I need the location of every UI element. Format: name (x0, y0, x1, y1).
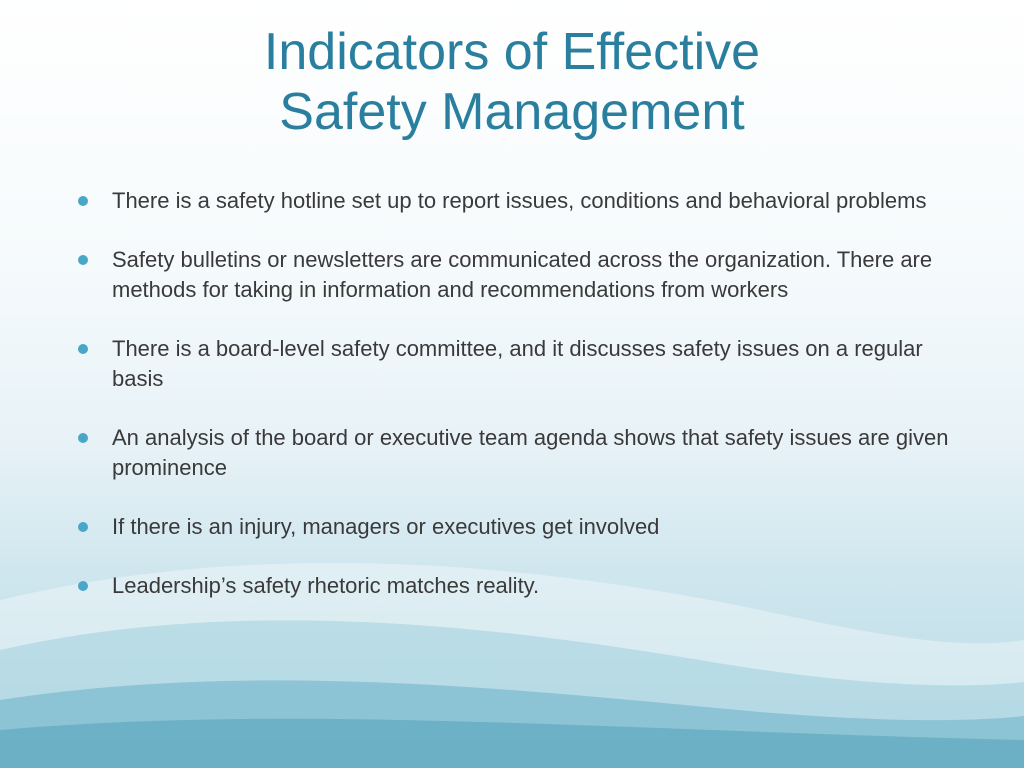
list-item (78, 245, 958, 305)
bullet-dot-icon (78, 344, 88, 354)
bullet-text: Leadership’s safety rhetoric matches reality. (112, 573, 540, 598)
bullet-list (78, 186, 958, 630)
title-line-2: Safety Management (279, 83, 745, 141)
bullet-text: There is a safety hotline set up to report issues, conditions and behavioral problems (112, 188, 927, 213)
list-item (78, 512, 958, 542)
bullet-text: There is a board-level safety committee, and it discusses safety issues on a regular basis (112, 336, 923, 391)
list-item (78, 571, 958, 601)
bullet-dot-icon (78, 581, 88, 591)
bullet-text: Safety bulletins or newsletters are communicated across the organization. There are methods for taking in information and recommendations from workers (112, 247, 933, 302)
slide-title (0, 22, 1024, 142)
bullet-text: An analysis of the board or executive team agenda shows that safety issues are given prominence (112, 425, 949, 480)
bullet-dot-icon (78, 433, 88, 443)
list-item (78, 334, 958, 394)
bullet-dot-icon (78, 522, 88, 532)
list-item (78, 186, 958, 216)
bullet-dot-icon (78, 255, 88, 265)
bullet-dot-icon (78, 196, 88, 206)
bullet-text: If there is an injury, managers or executives get involved (112, 514, 660, 539)
title-line-1: Indicators of Effective (263, 23, 761, 81)
list-item (78, 423, 958, 483)
